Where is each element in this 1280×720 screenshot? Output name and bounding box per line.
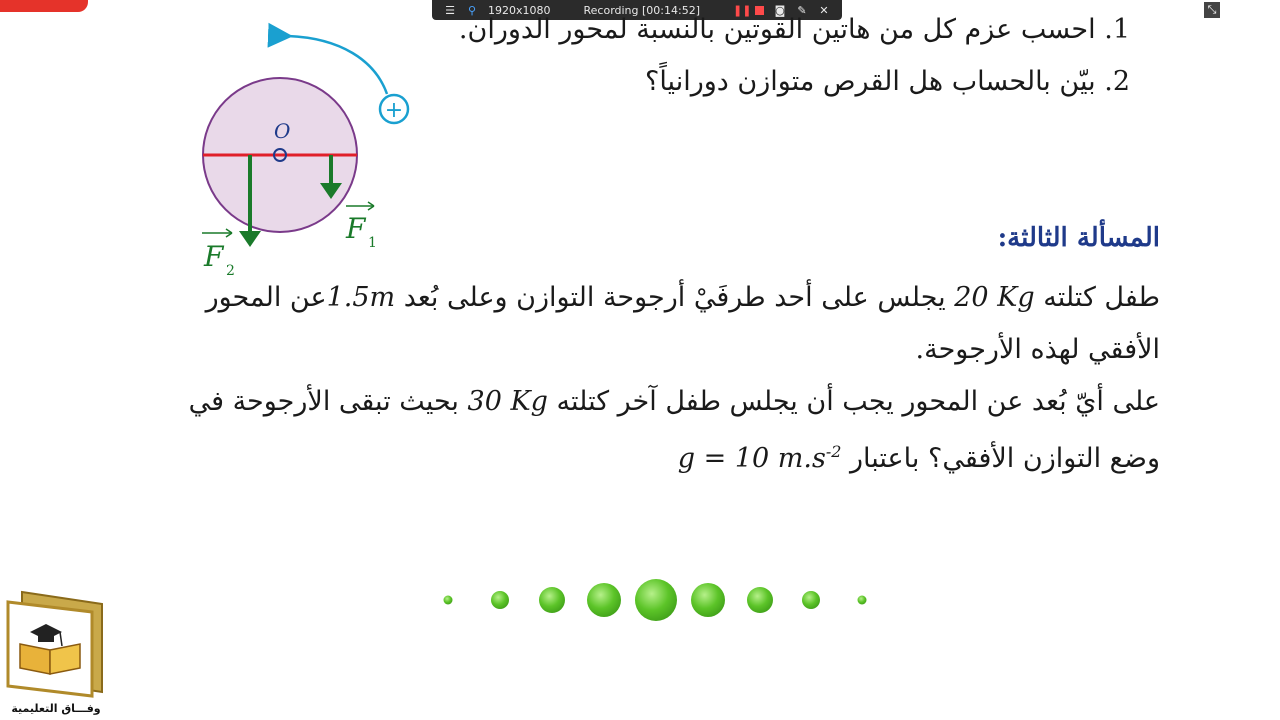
f2-arrow-head	[239, 231, 261, 247]
line1-distance: 1.5m	[326, 282, 396, 313]
f1-label: F	[346, 212, 366, 245]
menu-icon[interactable]: ☰	[445, 3, 455, 17]
dot	[691, 583, 725, 617]
dot	[635, 579, 677, 621]
pin-icon[interactable]: ⚲	[467, 3, 477, 17]
f2-label: F	[204, 240, 224, 273]
dot	[444, 596, 453, 605]
problem-line-1	[206, 282, 1160, 313]
pause-icon[interactable]: ❚❚	[733, 3, 752, 17]
center-label: O	[274, 119, 291, 143]
camera-icon[interactable]: ◙	[774, 3, 786, 17]
line3-mass: 30 Kg	[467, 386, 548, 417]
question-2-text: بيّن بالحساب هل القرص متوازن دورانياً؟	[645, 66, 1096, 97]
question-1-text: احسب عزم كل من هاتين القوتين بالنسبة لمحور الدوران.	[458, 14, 1096, 45]
problem-heading: المسألة الثالثة:	[997, 223, 1160, 253]
problem-line-4	[678, 442, 1160, 474]
exit-fullscreen-icon[interactable]: ⤡	[1204, 2, 1220, 18]
graduation-book-icon	[4, 588, 108, 698]
red-corner-tab	[0, 0, 88, 12]
resolution-label: 1920x1080	[488, 3, 551, 17]
close-icon[interactable]: ✕	[819, 3, 829, 17]
dot	[858, 596, 867, 605]
line1-mass: 20 Kg	[954, 282, 1035, 313]
problem-line-3	[189, 386, 1160, 417]
question-1-number: 1.	[1104, 14, 1130, 45]
gravity-formula-exponent: -2	[825, 442, 842, 461]
line1-part-c: عن المحور	[205, 282, 327, 313]
line1-part-b: يجلس على أحد طرفَيْ أرجوحة التوازن وعلى بُعد	[403, 282, 946, 313]
line4-part-a: وضع التوازن الأفقي؟ باعتبار	[850, 443, 1160, 474]
question-2	[645, 66, 1130, 97]
line3-part-a: على أيّ بُعد عن المحور يجب أن يجلس طفل آخر كتلته	[556, 386, 1160, 417]
positive-direction-symbol: +	[384, 98, 404, 123]
dot	[802, 591, 820, 609]
gravity-formula	[678, 443, 842, 474]
recording-status: Recording [00:14:52]	[583, 3, 700, 17]
question-1	[459, 14, 1130, 45]
logo-text: وفـــاق التعليمية	[11, 702, 101, 715]
slide-decoration-dots	[430, 578, 880, 622]
dot	[587, 583, 621, 617]
disk-force-diagram	[180, 20, 420, 285]
gravity-formula-base: g = 10 m.s	[677, 443, 826, 474]
line1-part-a: طفل كتلته	[1043, 282, 1160, 313]
line3-part-b: بحيث تبقى الأرجوحة في	[188, 386, 459, 417]
f1-subscript: 1	[368, 235, 377, 251]
pen-icon[interactable]: ✎	[797, 3, 807, 17]
dot	[491, 591, 509, 609]
dot	[747, 587, 773, 613]
dot	[539, 587, 565, 613]
f2-subscript: 2	[226, 263, 235, 279]
problem-line-2: الأفقي لهذه الأرجوحة.	[915, 334, 1160, 365]
question-2-number: 2.	[1104, 66, 1130, 97]
